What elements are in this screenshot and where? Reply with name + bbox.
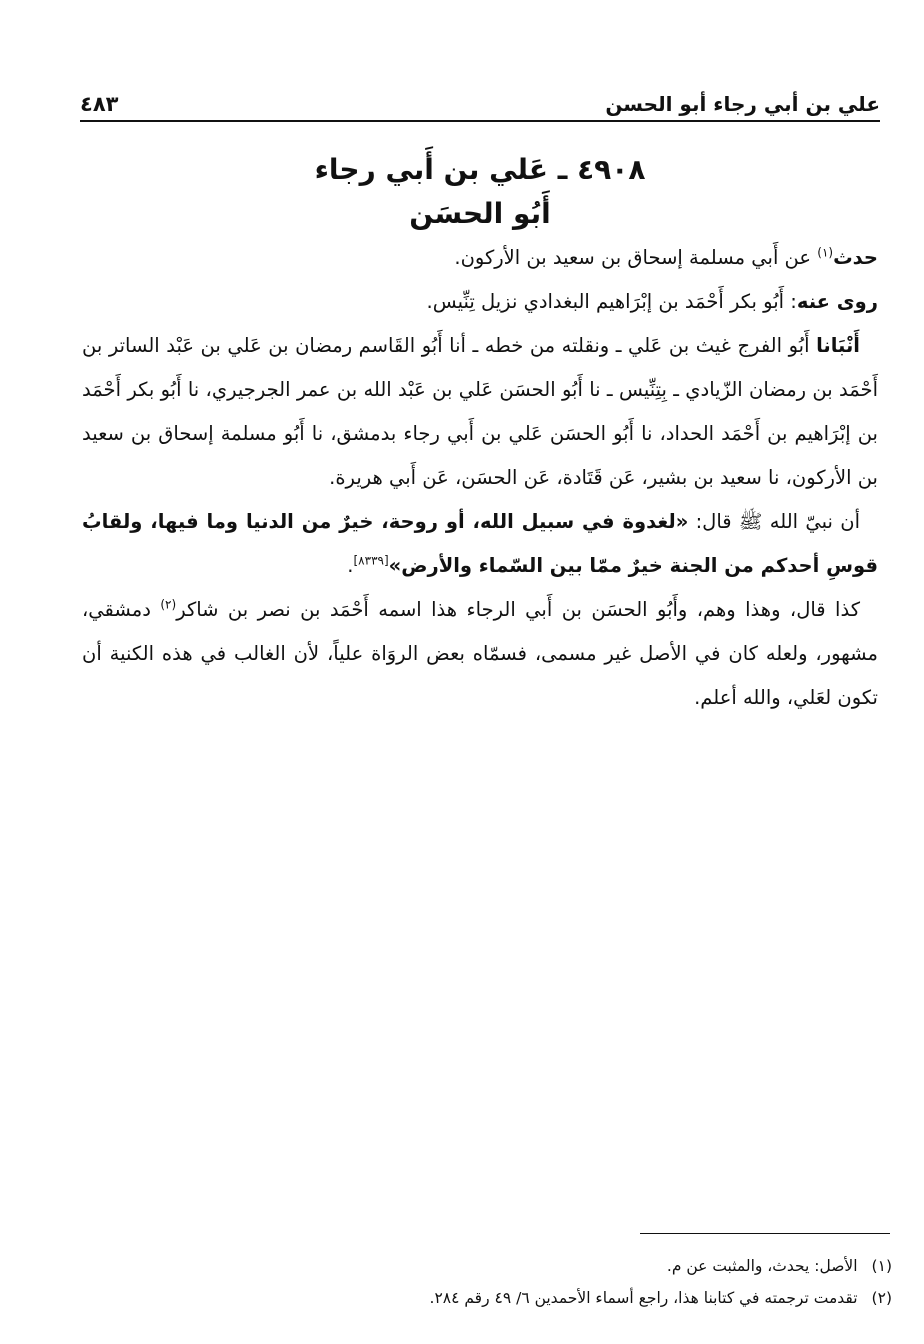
hadith-end: . <box>347 554 354 577</box>
footnote-1-number: (١) <box>871 1257 892 1275</box>
keyword-haddatha: حدث <box>833 246 878 269</box>
footnote-2-number: (٢) <box>871 1289 892 1307</box>
hadith-intro: أن نبيّ الله ﷺ قال: <box>688 510 860 533</box>
paragraph-isnad-text: أَبُو الفرج غيث بن عَلي ـ ونقلته من خطه ـ أنا أَبُو القَاسم رمضان بن عَلي بن عَبْد الساتر بن أَحْمَد بن رمضان الزّيادي ـ بِتِنِّيس ـ نا أَبُو الحسَن عَلي بن عَبْد الله بن عمر الجرجيري، نا أَبُو بكر أَحْمَد بن إبْرَاهيم بن أَحْمَد الحداد، نا أَبُو الحسَن عَلي بن أَبي رجاء بدمشق، نا أَبُو مسلمة إسحاق بن سعيد بن الأركون، نا سعيد بن بشير، عَن قَتَادة، عَن الحسَن، عَن أَبي هريرة. <box>82 334 878 489</box>
paragraph-comment-text: كذا قال، وهذا وهم، وأَبُو الحسَن بن أَبي الرجاء هذا اسمه أَحْمَد بن نصر بن شاكر <box>176 598 860 621</box>
hadith-number: [٨٣٣٩] <box>353 553 389 568</box>
header-rule <box>80 120 880 122</box>
paragraph-narration-text: عن أَبي مسلمة إسحاق بن سعيد بن الأركون. <box>454 246 818 269</box>
paragraph-narrators <box>82 280 878 324</box>
footnote-2 <box>80 1282 892 1314</box>
paragraph-narrators-text: : أَبُو بكر أَحْمَد بن إبْرَاهيم البغدادي نزيل تِنِّيس. <box>426 290 797 313</box>
running-title: علي بن أبي رجاء أبو الحسن <box>605 92 880 116</box>
footnote-1-text: الأصل: يحدث، والمثبت عن م. <box>666 1257 858 1275</box>
entry-title-line-2: أَبُو الحسَن <box>409 197 551 230</box>
hadith-text: «لغدوة في سبيل الله، أو روحة، خيرٌ من الدنيا وما فيها، ولقابُ قوسِ أحدكم من الجنة خيرٌ ممّا بين السّماء والأرض» <box>82 510 878 577</box>
paragraph-comment <box>82 588 878 720</box>
paragraph-comment-text-2: دمشقي، مشهور، ولعله كان في الأصل غير مسمى، فسمّاه بعض الروَاة علياً، لأن الغالب في هذه الكنية أن تكون لعَلي، والله أعلم. <box>82 598 878 709</box>
footnote-ref-2: (٢) <box>160 597 177 612</box>
footnote-ref-1: (١) <box>817 245 834 260</box>
running-head <box>80 80 880 116</box>
footnotes <box>80 1250 892 1314</box>
paragraph-narration <box>82 236 878 280</box>
paragraph-hadith <box>82 500 878 588</box>
page-number: ٤٨٣ <box>80 92 119 116</box>
paragraph-isnad <box>82 324 878 500</box>
footnote-rule <box>640 1233 890 1234</box>
entry-title <box>80 148 880 236</box>
footnote-2-text: تقدمت ترجمته في كتابنا هذا، راجع أسماء الأحمدين ٦/ ٤٩ رقم ٢٨٤. <box>429 1289 858 1307</box>
body-text <box>82 236 878 720</box>
keyword-rawa-anhu: روى عنه <box>796 290 878 313</box>
entry-title-line-1: ٤٩٠٨ ـ عَلي بن أَبي رجاء <box>314 153 646 186</box>
keyword-anbana: أَنْبَانا <box>816 334 860 357</box>
footnote-1 <box>80 1250 892 1282</box>
